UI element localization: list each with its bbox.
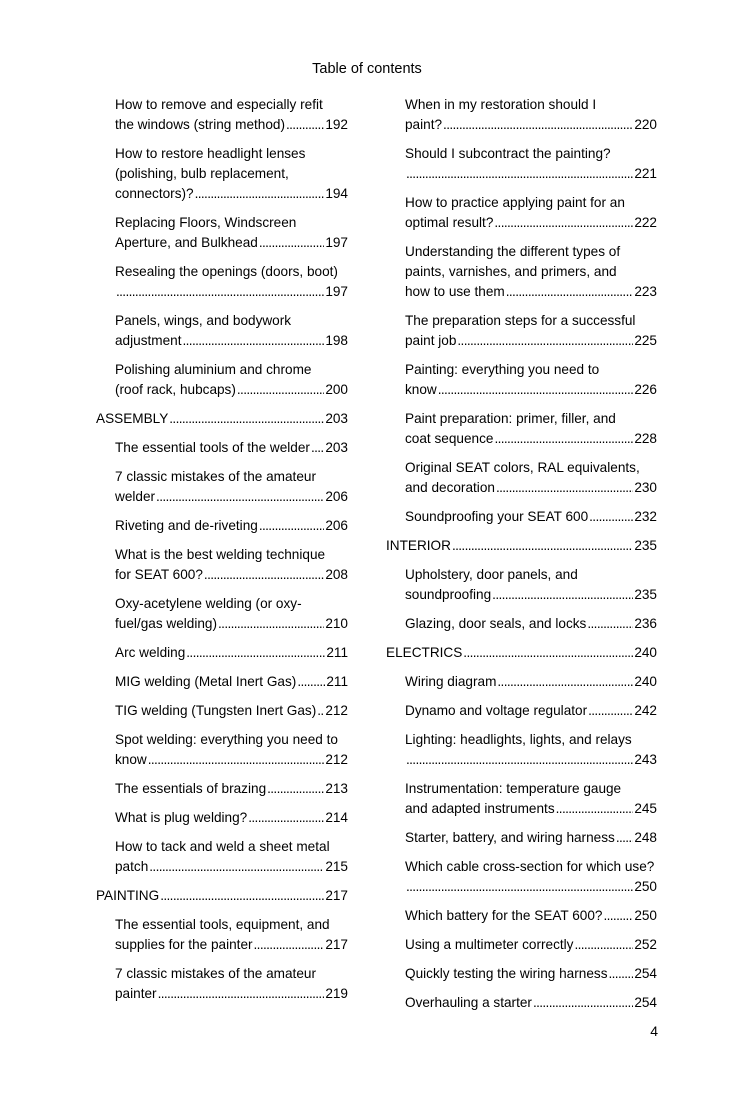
toc-page-number: 226 xyxy=(634,382,657,397)
dot-leader xyxy=(183,331,325,351)
toc-leader-line xyxy=(115,701,348,721)
toc-leader-line xyxy=(405,429,657,449)
toc-page-number: 192 xyxy=(325,117,348,132)
dot-leader xyxy=(588,701,633,721)
dot-leader xyxy=(603,906,633,926)
toc-leader-line xyxy=(405,380,657,400)
toc-entry-text: INTERIOR xyxy=(386,538,451,553)
toc-entry-text: Understanding the different types of xyxy=(405,244,621,259)
toc-entry[interactable] xyxy=(386,565,657,605)
dot-leader xyxy=(574,935,633,955)
toc-leader-line xyxy=(115,643,348,663)
toc-entry[interactable] xyxy=(386,242,657,302)
toc-leader-line xyxy=(405,799,657,819)
dot-leader xyxy=(589,507,633,527)
toc-entry-text: Painting: everything you need to xyxy=(405,362,600,377)
toc-entry-text: Which cable cross-section for which use? xyxy=(405,859,655,874)
toc-page-number: 213 xyxy=(325,781,348,796)
toc-page-number: 214 xyxy=(325,810,348,825)
toc-entry-text: Overhauling a starter xyxy=(405,995,532,1010)
toc-entry-text: paint job xyxy=(405,333,457,348)
dot-leader xyxy=(297,672,325,692)
toc-entry-text: (roof rack, hubcaps) xyxy=(115,382,236,397)
toc-entry-text: connectors)? xyxy=(115,186,194,201)
toc-entry-text: When in my restoration should I xyxy=(405,97,597,112)
dot-leader xyxy=(254,935,325,955)
toc-page-number: 250 xyxy=(634,908,657,923)
dot-leader xyxy=(587,614,633,634)
toc-page-number: 228 xyxy=(634,431,657,446)
toc-entry-text: How to tack and weld a sheet metal xyxy=(115,839,330,854)
toc-entry-text: Upholstery, door panels, and xyxy=(405,567,578,582)
toc-entry[interactable] xyxy=(386,964,657,984)
toc-entry[interactable] xyxy=(386,730,657,770)
toc-entry[interactable] xyxy=(96,545,348,585)
toc-entry-text: ELECTRICS xyxy=(386,645,463,660)
toc-page-number: 203 xyxy=(325,440,348,455)
toc-entry[interactable] xyxy=(96,95,348,135)
toc-entry-text: coat sequence xyxy=(405,431,494,446)
toc-entry-text: What is the best welding technique xyxy=(115,547,326,562)
toc-entry[interactable] xyxy=(96,144,348,204)
toc-entry[interactable] xyxy=(96,360,348,400)
dot-leader xyxy=(311,438,324,458)
toc-page-number: 235 xyxy=(634,538,657,553)
toc-entry[interactable] xyxy=(96,213,348,253)
dot-leader xyxy=(443,115,633,135)
toc-entry-text: How to restore headlight lenses xyxy=(115,146,306,161)
toc-leader-line xyxy=(115,282,348,302)
toc-page-number: 243 xyxy=(634,752,657,767)
dot-leader xyxy=(267,779,324,799)
toc-entry[interactable] xyxy=(386,935,657,955)
dot-leader xyxy=(494,213,633,233)
toc-entry-text: welder xyxy=(115,489,156,504)
toc-leader-line xyxy=(386,536,657,556)
toc-page-number: 250 xyxy=(634,879,657,894)
toc-page-number: 217 xyxy=(325,888,348,903)
toc-section-entry[interactable] xyxy=(96,886,348,906)
toc-entry-text: PAINTING xyxy=(96,888,160,903)
dot-leader xyxy=(186,643,325,663)
toc-entry[interactable] xyxy=(386,507,657,527)
dot-leader xyxy=(237,380,324,400)
toc-entry-text: ASSEMBLY xyxy=(96,411,169,426)
dot-leader xyxy=(616,828,634,848)
toc-entry-text: Arc welding xyxy=(115,645,186,660)
toc-entry-text: How to remove and especially refit xyxy=(115,97,323,112)
toc-entry-text: know xyxy=(115,752,147,767)
toc-entry-text: Panels, wings, and bodywork xyxy=(115,313,292,328)
dot-leader xyxy=(438,380,634,400)
toc-entry[interactable] xyxy=(386,701,657,721)
toc-entry-text: fuel/gas welding) xyxy=(115,616,218,631)
toc-page-number: 206 xyxy=(325,489,348,504)
toc-page-number: 252 xyxy=(634,937,657,952)
toc-entry-text: Instrumentation: temperature gauge xyxy=(405,781,622,796)
toc-entry[interactable] xyxy=(96,516,348,536)
dot-leader xyxy=(116,282,324,302)
dot-leader xyxy=(457,331,633,351)
toc-page-number: 208 xyxy=(325,567,348,582)
toc-leader-line xyxy=(405,585,657,605)
toc-entry-text: know xyxy=(405,382,437,397)
toc-entry[interactable] xyxy=(96,467,348,507)
toc-entry-text: 7 classic mistakes of the amateur xyxy=(115,469,316,484)
dot-leader xyxy=(506,282,634,302)
toc-leader-line xyxy=(405,282,657,302)
toc-page-number: 245 xyxy=(634,801,657,816)
toc-page-number: 254 xyxy=(634,966,657,981)
toc-section-entry[interactable] xyxy=(386,643,657,663)
toc-entry-text: supplies for the painter xyxy=(115,937,253,952)
toc-page-number: 222 xyxy=(634,215,657,230)
toc-page-number: 212 xyxy=(325,752,348,767)
dot-leader xyxy=(149,857,324,877)
toc-page-number: 221 xyxy=(634,166,657,181)
toc-entry[interactable] xyxy=(96,643,348,663)
toc-page-number: 200 xyxy=(325,382,348,397)
dot-leader xyxy=(158,984,325,1004)
toc-leader-line xyxy=(115,487,348,507)
toc-entry-text: Quickly testing the wiring harness xyxy=(405,966,608,981)
dot-leader xyxy=(259,233,324,253)
toc-entry-text: How to practice applying paint for an xyxy=(405,195,625,210)
toc-left-column xyxy=(96,95,348,1013)
toc-entry[interactable] xyxy=(96,701,348,721)
toc-leader-line xyxy=(405,701,657,721)
toc-leader-line xyxy=(405,750,657,770)
toc-page-number: 254 xyxy=(634,995,657,1010)
toc-entry-text: and adapted instruments xyxy=(405,801,555,816)
toc-entry[interactable] xyxy=(96,262,348,302)
toc-entry-text: Spot welding: everything you need to xyxy=(115,732,338,747)
toc-leader-line xyxy=(405,115,657,135)
toc-entry[interactable] xyxy=(386,993,657,1013)
toc-page-number: 206 xyxy=(325,518,348,533)
toc-entry-text: adjustment xyxy=(115,333,182,348)
toc-entry-text: Should I subcontract the painting? xyxy=(405,146,611,161)
dot-leader xyxy=(496,478,633,498)
toc-leader-line xyxy=(115,380,348,400)
toc-entry[interactable] xyxy=(96,730,348,770)
toc-entry[interactable] xyxy=(96,779,348,799)
toc-entry[interactable] xyxy=(96,837,348,877)
dot-leader xyxy=(497,672,633,692)
toc-entry[interactable] xyxy=(96,311,348,351)
toc-entry[interactable] xyxy=(386,857,657,897)
toc-entry[interactable] xyxy=(386,779,657,819)
toc-page-number: 240 xyxy=(634,674,657,689)
dot-leader xyxy=(218,614,324,634)
toc-entry-text: Paint preparation: primer, filler, and xyxy=(405,411,616,426)
dot-leader xyxy=(259,516,324,536)
toc-page-number: 230 xyxy=(634,480,657,495)
toc-entry[interactable] xyxy=(96,594,348,634)
toc-page-number: 211 xyxy=(326,674,348,689)
toc-entry[interactable] xyxy=(386,193,657,233)
toc-entry-text: the windows (string method) xyxy=(115,117,285,132)
toc-page-number: 240 xyxy=(634,645,657,660)
toc-entry-text: Replacing Floors, Windscreen xyxy=(115,215,297,230)
dot-leader xyxy=(195,184,325,204)
page-title: Table of contents xyxy=(312,61,422,77)
dot-leader xyxy=(156,487,324,507)
toc-page-number: 242 xyxy=(634,703,657,718)
toc-page-number: 219 xyxy=(325,986,348,1001)
toc-leader-line xyxy=(115,516,348,536)
toc-page-number: 211 xyxy=(326,645,348,660)
dot-leader xyxy=(463,643,633,663)
dot-leader xyxy=(169,409,324,429)
toc-entry-text: for SEAT 600? xyxy=(115,567,203,582)
toc-leader-line xyxy=(115,614,348,634)
toc-entry-text: Which battery for the SEAT 600? xyxy=(405,908,603,923)
toc-page-number: 235 xyxy=(634,587,657,602)
toc-leader-line xyxy=(405,964,657,984)
toc-entry-text: optimal result? xyxy=(405,215,494,230)
toc-leader-line xyxy=(405,672,657,692)
toc-leader-line xyxy=(115,808,348,828)
toc-page-number: 232 xyxy=(634,509,657,524)
toc-entry[interactable] xyxy=(386,311,657,351)
toc-page-number: 194 xyxy=(325,186,348,201)
toc-entry-text: Oxy-acetylene welding (or oxy- xyxy=(115,596,302,611)
toc-entry-text: TIG welding (Tungsten Inert Gas) xyxy=(115,703,317,718)
toc-entry[interactable] xyxy=(386,614,657,634)
toc-entry-text: and decoration xyxy=(405,480,495,495)
toc-entry[interactable] xyxy=(96,808,348,828)
toc-entry[interactable] xyxy=(386,828,657,848)
toc-entry-text: Riveting and de-riveting xyxy=(115,518,258,533)
toc-leader-line xyxy=(405,331,657,351)
toc-leader-line xyxy=(115,115,348,135)
toc-entry-text: Polishing aluminium and chrome xyxy=(115,362,312,377)
toc-page-number: 225 xyxy=(634,333,657,348)
toc-leader-line xyxy=(115,984,348,1004)
toc-entry[interactable] xyxy=(386,95,657,135)
toc-leader-line xyxy=(405,993,657,1013)
toc-leader-line xyxy=(115,672,348,692)
toc-entry-text: The essential tools, equipment, and xyxy=(115,917,330,932)
toc-entry-text: Starter, battery, and wiring harness xyxy=(405,830,615,845)
toc-entry-text: Wiring diagram xyxy=(405,674,497,689)
toc-entry[interactable] xyxy=(386,409,657,449)
toc-leader-line xyxy=(405,164,657,184)
toc-page-number: 248 xyxy=(634,830,657,845)
toc-entry-text: Soundproofing your SEAT 600 xyxy=(405,509,589,524)
toc-entry-text: What is plug welding? xyxy=(115,810,248,825)
dot-leader xyxy=(160,886,324,906)
dot-leader xyxy=(148,750,325,770)
toc-page-number: 210 xyxy=(325,616,348,631)
toc-entry-text: The essentials of brazing xyxy=(115,781,267,796)
toc-entry[interactable] xyxy=(386,458,657,498)
toc-leader-line xyxy=(115,565,348,585)
page-number: 4 xyxy=(650,1023,658,1039)
dot-leader xyxy=(452,536,633,556)
toc-leader-line xyxy=(405,614,657,634)
toc-leader-line xyxy=(405,478,657,498)
dot-leader xyxy=(406,750,633,770)
toc-entry-text: paints, varnishes, and primers, and xyxy=(405,264,617,279)
toc-entry[interactable] xyxy=(96,915,348,955)
toc-leader-line xyxy=(115,438,348,458)
toc-leader-line xyxy=(115,233,348,253)
toc-entry-text: how to use them xyxy=(405,284,505,299)
toc-entry[interactable] xyxy=(386,360,657,400)
toc-entry-text: Original SEAT colors, RAL equivalents, xyxy=(405,460,640,475)
dot-leader xyxy=(494,429,633,449)
toc-entry-text: 7 classic mistakes of the amateur xyxy=(115,966,316,981)
toc-page-number: 197 xyxy=(325,284,348,299)
toc-entry[interactable] xyxy=(386,672,657,692)
toc-entry[interactable] xyxy=(386,144,657,184)
toc-entry-text: MIG welding (Metal Inert Gas) xyxy=(115,674,297,689)
toc-section-entry[interactable] xyxy=(96,409,348,429)
toc-page-number: 212 xyxy=(325,703,348,718)
toc-leader-line xyxy=(386,643,657,663)
toc-page-number: 197 xyxy=(325,235,348,250)
toc-page-number: 198 xyxy=(325,333,348,348)
toc-entry[interactable] xyxy=(96,672,348,692)
toc-leader-line xyxy=(96,409,348,429)
toc-leader-line xyxy=(115,935,348,955)
dot-leader xyxy=(406,877,633,897)
toc-entry-text: The preparation steps for a successful xyxy=(405,313,636,328)
dot-leader xyxy=(317,701,324,721)
toc-leader-line xyxy=(115,750,348,770)
toc-entry[interactable] xyxy=(96,964,348,1004)
toc-leader-line xyxy=(115,331,348,351)
toc-leader-line xyxy=(96,886,348,906)
toc-leader-line xyxy=(405,906,657,926)
toc-entry-text: painter xyxy=(115,986,157,1001)
dot-leader xyxy=(204,565,324,585)
dot-leader xyxy=(609,964,634,984)
toc-entry-text: Aperture, and Bulkhead xyxy=(115,235,258,250)
dot-leader xyxy=(248,808,324,828)
toc-leader-line xyxy=(405,877,657,897)
toc-page-number: 220 xyxy=(634,117,657,132)
dot-leader xyxy=(286,115,324,135)
toc-entry-text: The essential tools of the welder xyxy=(115,440,310,455)
toc-right-column xyxy=(386,95,657,1022)
toc-page-number: 223 xyxy=(634,284,657,299)
toc-entry-text: Using a multimeter correctly xyxy=(405,937,574,952)
toc-entry-text: Lighting: headlights, lights, and relays xyxy=(405,732,632,747)
toc-entry-text: Dynamo and voltage regulator xyxy=(405,703,588,718)
toc-entry-text: Resealing the openings (doors, boot) xyxy=(115,264,338,279)
toc-entry-text: soundproofing xyxy=(405,587,492,602)
dot-leader xyxy=(556,799,634,819)
toc-leader-line xyxy=(115,184,348,204)
toc-leader-line xyxy=(405,507,657,527)
toc-entry-text: Glazing, door seals, and locks xyxy=(405,616,587,631)
toc-page-number: 236 xyxy=(634,616,657,631)
toc-entry[interactable] xyxy=(96,438,348,458)
toc-page-number: 217 xyxy=(325,937,348,952)
toc-section-entry[interactable] xyxy=(386,536,657,556)
dot-leader xyxy=(406,164,633,184)
toc-entry-text: patch xyxy=(115,859,149,874)
dot-leader xyxy=(492,585,633,605)
toc-page-number: 203 xyxy=(325,411,348,426)
toc-leader-line xyxy=(405,213,657,233)
toc-entry-text: (polishing, bulb replacement, xyxy=(115,166,289,181)
toc-leader-line xyxy=(115,857,348,877)
toc-entry[interactable] xyxy=(386,906,657,926)
toc-entry-text: paint? xyxy=(405,117,443,132)
toc-leader-line xyxy=(405,828,657,848)
toc-leader-line xyxy=(405,935,657,955)
toc-page-number: 215 xyxy=(325,859,348,874)
dot-leader xyxy=(533,993,633,1013)
toc-leader-line xyxy=(115,779,348,799)
